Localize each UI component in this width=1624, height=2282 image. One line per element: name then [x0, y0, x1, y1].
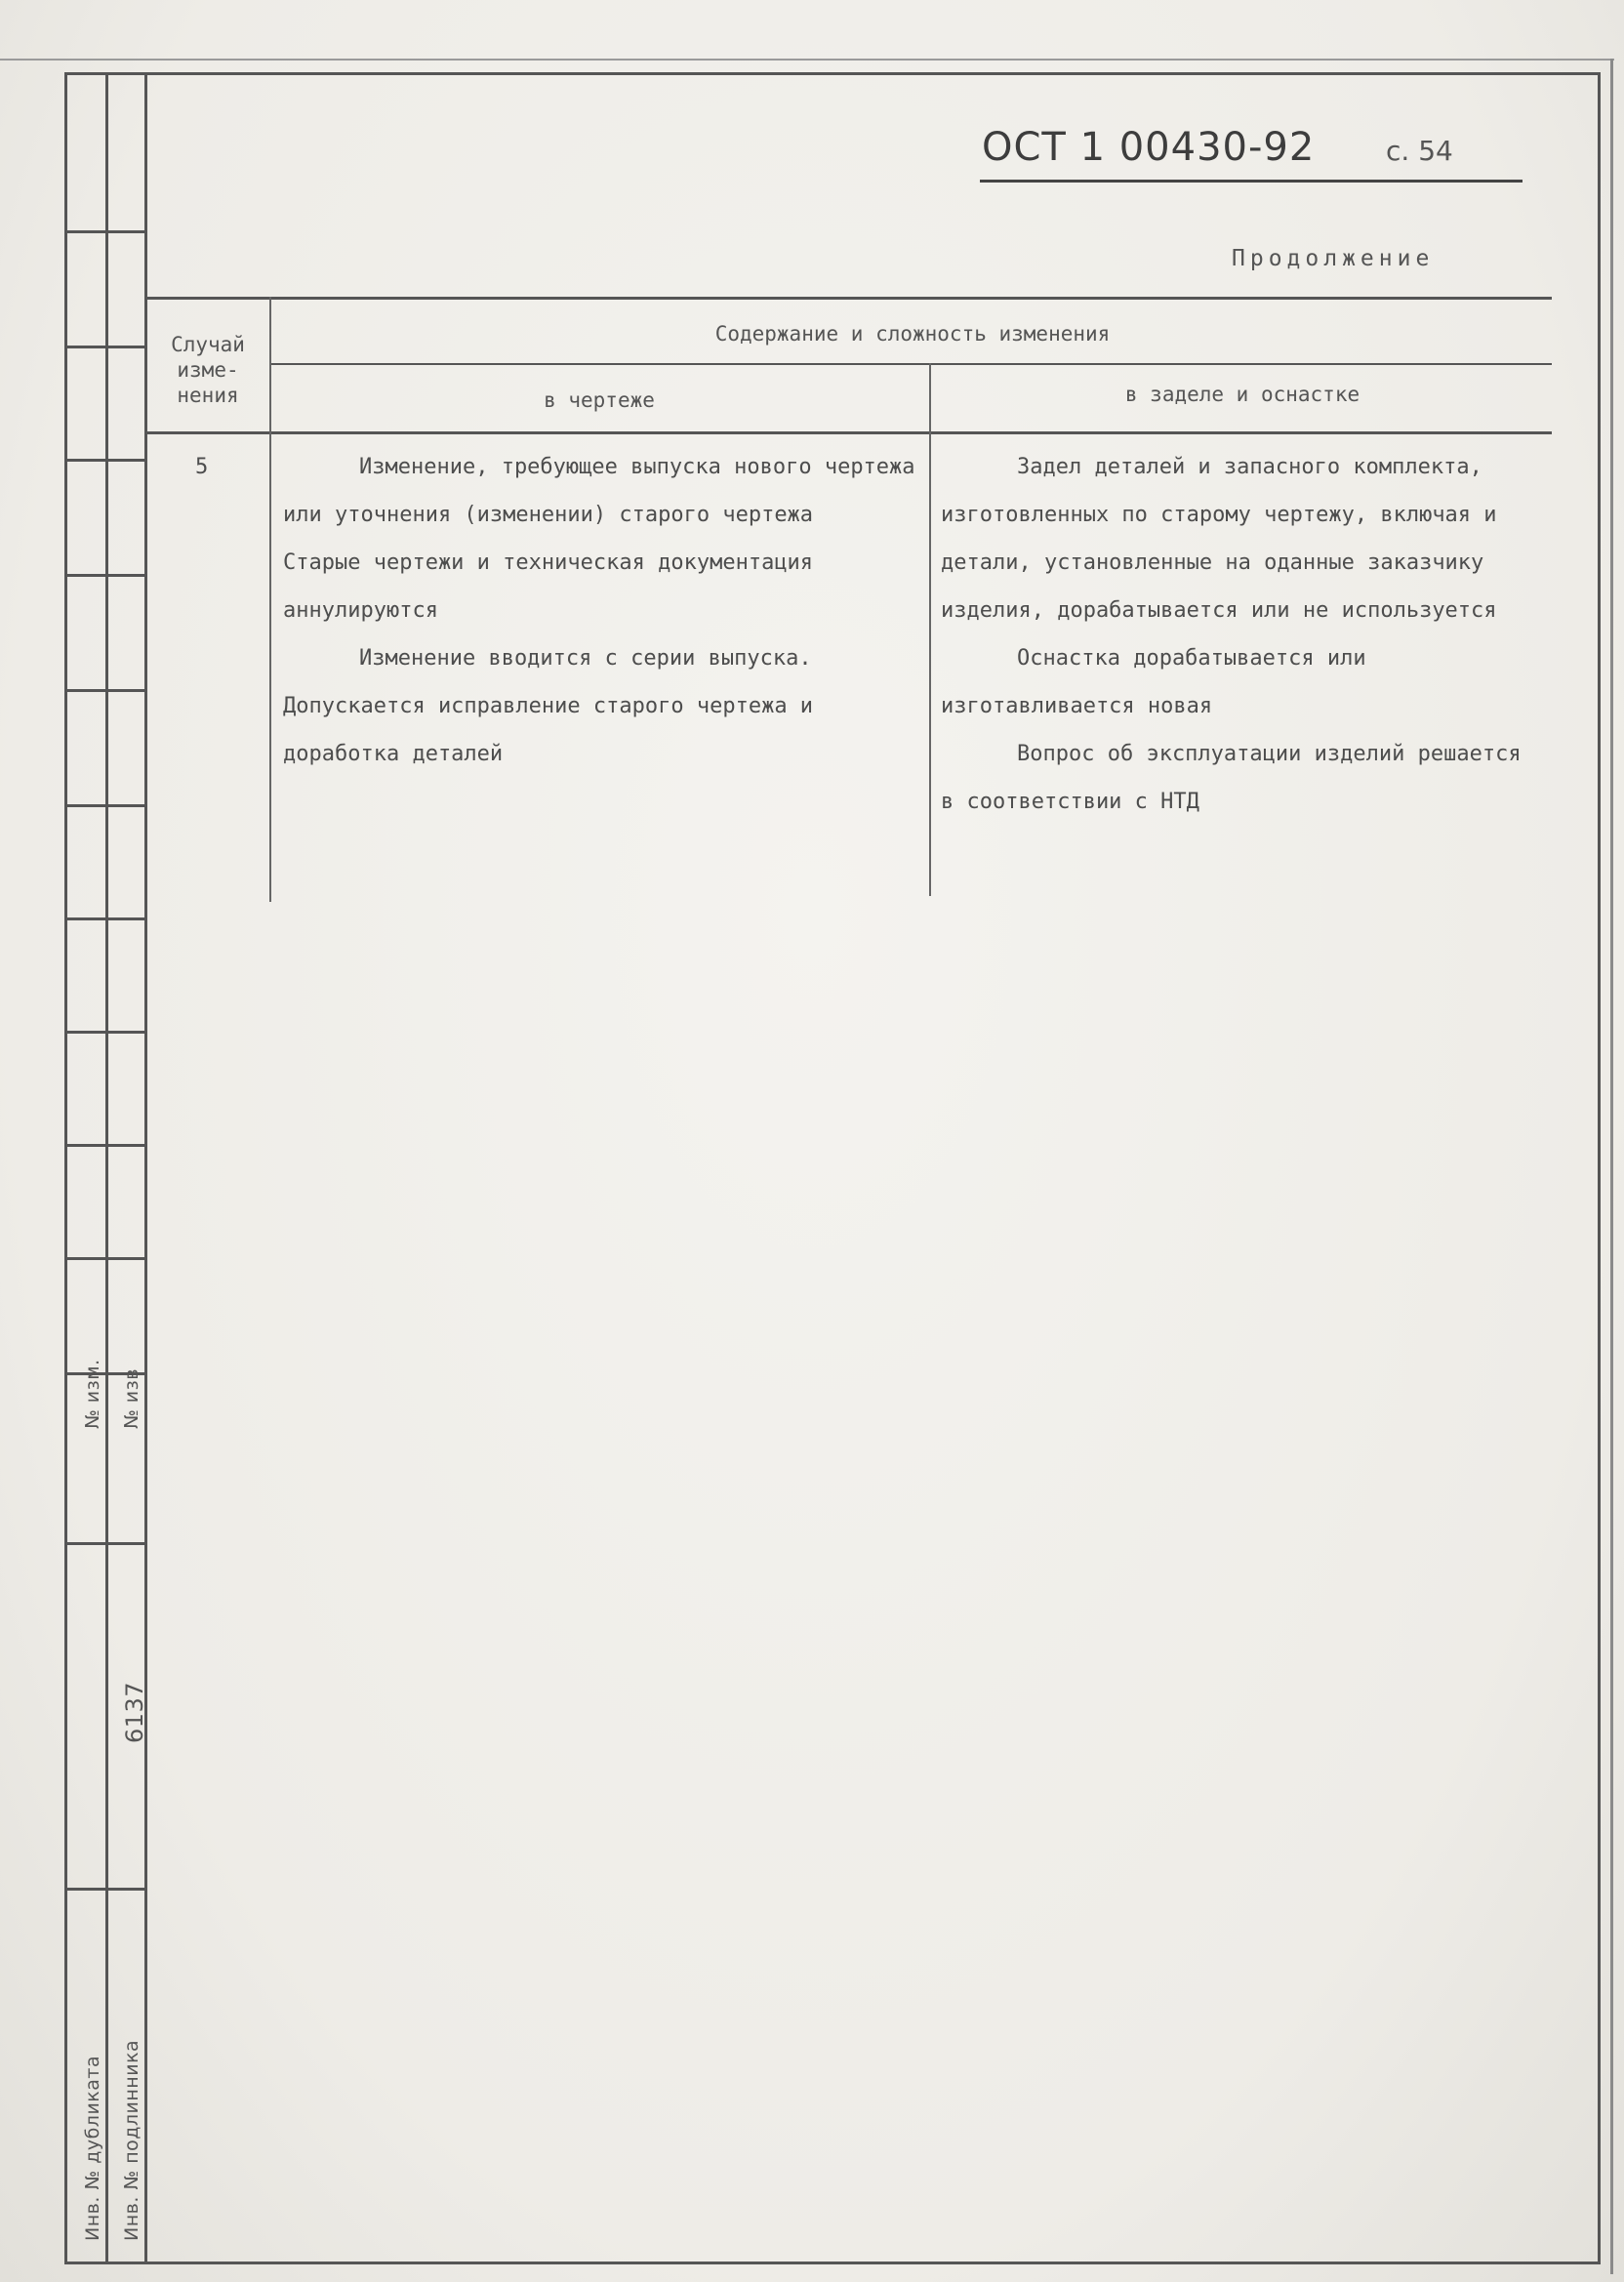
- stamp-label-original-inv: Инв. № подлинника: [121, 2039, 142, 2241]
- header-case-line: нения: [177, 384, 239, 407]
- stamp-label-notice-no: № изв: [121, 1368, 142, 1429]
- outer-border-right: [1610, 59, 1613, 2274]
- margin-divider: [64, 459, 146, 462]
- margin-divider: [64, 346, 146, 348]
- margin-column-line: [105, 72, 108, 2264]
- continuation-label: Продолжение: [1232, 246, 1435, 271]
- table-header-bottom-rule: [146, 431, 1552, 434]
- header-drawing-column: в чертеже: [544, 388, 655, 412]
- margin-divider: [64, 804, 146, 807]
- page-number: с. 54: [1386, 135, 1453, 167]
- stock-paragraph: Вопрос об эксплуатации изделий решается в соответствии с НТД: [941, 742, 1522, 814]
- margin-divider: [64, 1031, 146, 1034]
- drawing-paragraph: Изменение вводится с серии выпуска. Допускается исправление старого чертежа и доработка деталей: [283, 646, 814, 766]
- header-case-line: изме-: [177, 358, 239, 382]
- table-cell-drawing: [283, 443, 917, 778]
- stock-paragraph: Задел деталей и запасного комплекта, изготовленных по старому чертежу, включая и детали, установленные на оданные заказчику изделия, дорабатывается или не используется: [941, 455, 1497, 623]
- table-col-divider-case: [269, 297, 271, 902]
- stamp-label-change-no: № изм.: [82, 1359, 103, 1429]
- drawing-paragraph: Старые чертежи и техническая документация аннулируются: [283, 550, 814, 623]
- header-case-line: Случай: [171, 333, 245, 356]
- margin-divider: [64, 230, 146, 233]
- margin-divider: [64, 1257, 146, 1260]
- table-col-divider-drawing: [929, 363, 931, 896]
- table-cell-case: 5: [195, 455, 209, 479]
- header-stock-column: в заделе и оснастке: [1124, 383, 1360, 406]
- margin-divider: [64, 1888, 146, 1891]
- header-case-column: [154, 332, 262, 408]
- table-cell-stock: [941, 443, 1546, 826]
- margin-divider: [64, 689, 146, 692]
- margin-column-line: [144, 72, 147, 2264]
- stamp-label-duplicate-inv: Инв. № дубликата: [82, 2055, 103, 2241]
- margin-divider: [64, 917, 146, 920]
- document-code: ОСТ 1 00430-92: [982, 125, 1316, 170]
- margin-divider: [64, 574, 146, 577]
- table-subheader-rule: [269, 363, 1552, 365]
- outer-border-top: [0, 59, 1614, 61]
- margin-divider: [64, 1542, 146, 1545]
- table-top-rule: [146, 297, 1552, 300]
- header-content-group: Содержание и сложность изменения: [714, 322, 1111, 346]
- stamp-inventory-number: 6137: [121, 1681, 148, 1743]
- margin-divider: [64, 1144, 146, 1147]
- header-underline: [980, 180, 1522, 183]
- drawing-paragraph: Изменение, требующее выпуска нового чертежа или уточнения (изменении) старого чертежа: [283, 455, 915, 527]
- stock-paragraph: Оснастка дорабатывается или изготавливается новая: [941, 646, 1366, 718]
